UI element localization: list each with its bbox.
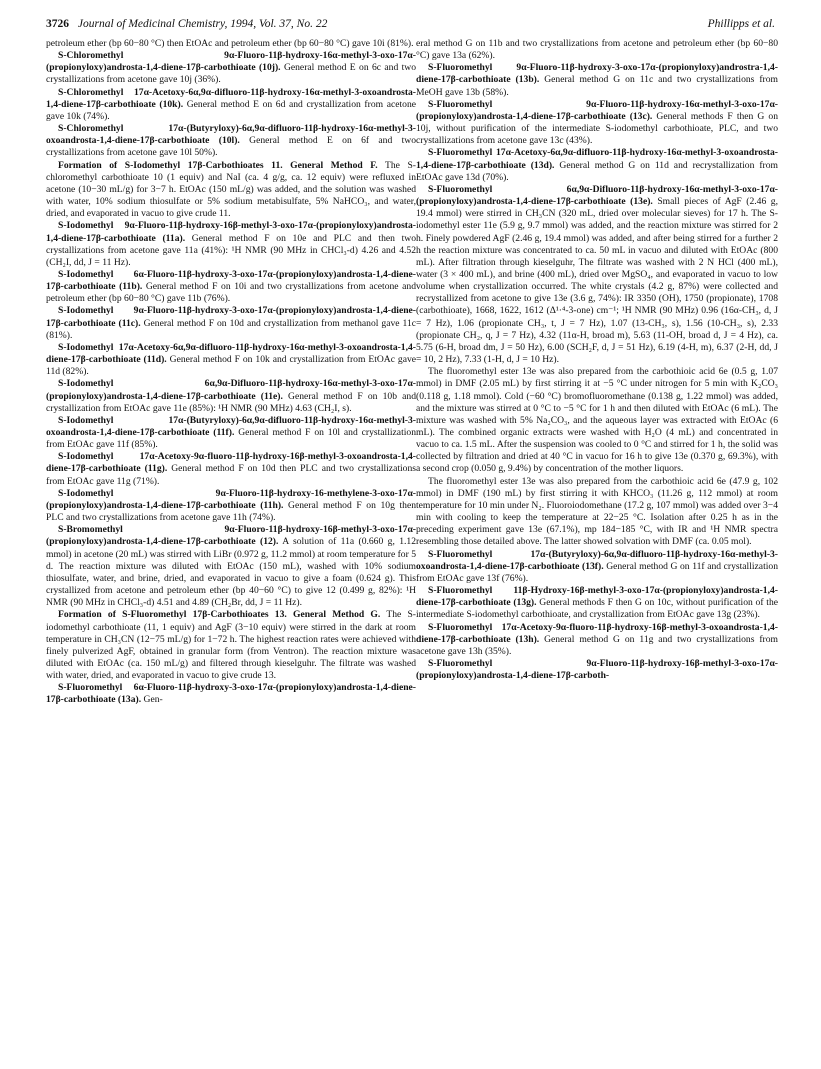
paragraph-body: The S-chloromethyl carbothioate 10 (1 equiv) and NaI (ca. 4 g/g, ca. 12 equiv) were refluxed in acetone (10−30 mL/g) for 3−7 h. EtOAc (150 mL/g) was added, and the solution was washed with water, 10% sodium thiosulfate or 5% sodium metabisulfate, 5% NaHCO₃, and water, dried, and evaporated in vacuo to give crude 11. — [46, 159, 416, 220]
paragraph — [416, 38, 778, 62]
paragraph — [46, 50, 416, 86]
paragraph-title: S-Iodomethyl 9α-Fluoro-11β-hydroxy-3-oxo-17α-(propionyloxy)androsta-1,4-diene-17β-carbothioate (11c). — [46, 305, 416, 329]
paragraph — [46, 305, 416, 341]
paragraph-body: General method E on 6d and crystallization from acetone gave 10k (74%). — [46, 98, 416, 122]
paragraph — [416, 99, 778, 148]
left-column — [46, 38, 416, 707]
paragraph — [46, 378, 416, 414]
paragraph-title: S-Iodomethyl 6α,9α-Difluoro-11β-hydroxy-16α-methyl-3-oxo-17α-(propionyloxy)androsta-1,4-diene-17β-carbothioate (11e). — [46, 378, 416, 402]
paragraph-title: S-Iodomethyl 9α-Fluoro-11β-hydroxy-16β-methyl-3-oxo-17α-(propionyloxy)androsta-1,4-diene-17β-carbothioate (11a). — [46, 220, 416, 244]
paragraph — [46, 87, 416, 123]
paragraph-title: S-Chloromethyl 17α-Acetoxy-6α,9α-difluoro-11β-hydroxy-16α-methyl-3-oxoandrosta-1,4-diene-17β-carbothioate (10k). — [46, 86, 416, 110]
paragraph — [46, 269, 416, 305]
paragraph-title: S-Fluoromethyl 17α-(Butyryloxy)-6α,9α-difluoro-11β-hydroxy-16α-methyl-3-oxoandrosta-1,4-diene-17β-carbothioate (13f). — [416, 548, 778, 572]
paragraph — [46, 38, 416, 50]
paragraph-title: S-Fluoromethyl 11β-Hydroxy-16β-methyl-3-oxo-17α-(propionyloxy)androsta-1,4-diene-17β-carbothioate (13g). — [416, 585, 778, 609]
paragraph — [416, 366, 778, 475]
paragraph-body: General methods F then G on 10c, without purification of the intermediate S-iodomethyl carbothioate, and crystallization from EtOAc gave 13g (23%). — [416, 597, 779, 621]
paragraph — [46, 220, 416, 269]
paragraph-body: General method E on 6c and two crystallizations from acetone gave 10j (36%). — [46, 62, 417, 86]
paragraph-body: General method G on 11d and recrystallization from EtOAc gave 13d (70%). — [416, 159, 778, 183]
paragraph-body: General methods F then G on 10j, without purification of the intermediate S-iodomethyl carbothioate, PLC, and two crystallizations from acetone gave 13c (43%). — [416, 110, 778, 147]
paragraph-body: General method F on 10i and two crystallizations from acetone and petroleum ether (bp 60−80 °C) gave 11b (76%). — [46, 281, 416, 305]
paragraph — [46, 524, 416, 609]
paragraph — [46, 609, 416, 682]
paragraph-title: S-Fluoromethyl 17α-Acetoxy-6α,9α-difluoro-11β-hydroxy-16α-methyl-3-oxoandrosta-1,4-diene-17β-carbothioate (13d). — [416, 147, 778, 171]
paragraph-body: General method F on 10e and PLC and then two crystallizations from acetone gave 11a (41%): ¹H NMR (90 MHz in CHCl₃-d) 4.26 and 4.52 (CH₂I, dd, J = 11 Hz). — [46, 232, 416, 268]
paragraph-body: The fluoromethyl ester 13e was also prepared from the carbothioic acid 6e (0.5 g, 1.07 mmol) in DMF (2.05 mL) by first stirring it at −5 °C under nitrogen for 5 min with K₂CO₃ (0.118 g, 1.18 mmol). Cold (−60 °C) bromofluoromethane (0.138 g, 1.22 mmol) was added, and the mixture was stirred at 0 °C to −5 °C for 1 h and then diluted with EtOAc (6 mL). The mixture was washed with 5% Na₂CO₃, and the aqueous layer was extracted with EtOAc (6 mL). The combined organic extracts were washed with H₂O (4 mL) and concentrated in vacuo to ca. 1.5 mL. After the suspension was cooled to 0 °C and stirred for 1 h, the solid was collected by filtration and dried at 40 °C in vacuo for 16 h to give 13e (0.370 g, 69.3%), with a second crop (0.050 g, 9.4%) by concentration of the mother liquors. — [416, 366, 778, 475]
paragraph-title: S-Fluoromethyl 6α-Fluoro-11β-hydroxy-3-oxo-17α-(propionyloxy)androsta-1,4-diene-17β-carbothioate (13a). — [46, 682, 416, 706]
paragraph-title: Formation of S-Iodomethyl 17β-Carbothioates 11. General Method F. — [58, 159, 378, 171]
paragraph-title: S-Fluoromethyl 9α-Fluoro-11β-hydroxy-16α-methyl-3-oxo-17α-(propionyloxy)androsta-1,4-diene-17β-carbothioate (13c). — [416, 98, 778, 122]
paragraph-title: S-Iodomethyl 17α-(Butyryloxy)-6α,9α-difluoro-11β-hydroxy-16α-methyl-3-oxoandrosta-1,4-diene-17β-carbothioate (11f). — [46, 414, 416, 438]
paragraph — [416, 585, 778, 621]
paragraph-body: petroleum ether (bp 60−80 °C) then EtOAc and petroleum ether (bp 60−80 °C) gave 10i (81%). — [46, 38, 414, 49]
paragraph — [416, 622, 778, 658]
paragraph-title: S-Fluoromethyl 9α-Fluoro-11β-hydroxy-16β-methyl-3-oxo-17α-(propionyloxy)androsta-1,4-diene-17β-carboth- — [416, 657, 778, 682]
paragraph-title: S-Fluoromethyl 9α-Fluoro-11β-hydroxy-3-oxo-17α-(propionyloxy)androstra-1,4-diene-17β-carbothioate (13b). — [416, 62, 778, 86]
paragraph-title: S-Iodomethyl 6α-Fluoro-11β-hydroxy-3-oxo-17α-(propionyloxy)androsta-1,4-diene-17β-carbothioate (11b). — [46, 268, 416, 293]
paragraph — [46, 682, 416, 706]
paragraph-title: S-Iodomethyl 9α-Fluoro-11β-hydroxy-16-methylene-3-oxo-17α-(propionyloxy)androsta-1,4-diene-17β-carbothioate (11h). — [46, 487, 416, 511]
paragraph-body: General method F on 10l and crystallization from EtOAc gave 11f (85%). — [46, 427, 416, 451]
paragraph — [416, 658, 778, 682]
paragraph-body: eral method G on 11b and two crystallizations from acetone and petroleum ether (bp 60−80 °C) gave 13a (62%). — [416, 38, 778, 62]
paragraph — [46, 451, 416, 487]
paragraph-body: General method F on 10d and crystallization from methanol gave 11c (81%). — [46, 317, 416, 341]
paragraph — [416, 184, 778, 366]
paragraph-body: General method G on 11c and two crystallizations from MeOH gave 13b (58%). — [416, 74, 779, 98]
running-authors: Phillipps et al. — [707, 18, 775, 30]
paragraph — [46, 160, 416, 221]
paragraph — [46, 342, 416, 378]
paragraph-title: Formation of S-Fluoromethyl 17β-Carbothioates 13. General Method G. — [58, 609, 381, 621]
paragraph — [416, 147, 778, 183]
paragraph — [416, 62, 778, 98]
paragraph-body: Small pieces of AgF (2.46 g, 19.4 mmol) were stirred in CH₃CN (320 mL, dried over molecular sieves) for 17 h. The S-iodomethyl ester 11e (5.9 g, 9.7 mmol) was added, and the reaction mixture was stirred for 2 h. Finely powdered AgF (2.46 g, 19.4 mmol) was added, and after being stirred for a further 2 h the reaction mixture was concentrated to ca. 50 mL in vacuo and diluted with EtOAc (800 mL). After filtration through kieselguhr, The filtrate was washed with 2 N HCl (400 mL), water (3 × 400 mL), and brine (400 mL), dried over MgSO₄, and evaporated in vacuo to low volume when crystallization occurred. The white crystals (4.2 g, 87%) were collected and recrystallized from acetone to give 13e (3.6 g, 74%): IR 3350 (OH), 1750 (propionate), 1708 (carbothioate), 1668, 1622, 1612 (Δ¹·⁴-3-one) cm⁻¹; ¹H NMR (90 MHz) 0.96 (16α-CH₃, d, J = 7 Hz), 1.06 (propionate CH₃, t, J = 7 Hz), 1.07 (13-CH₃, s), 1.56 (10-CH₃, s), 2.33 (propionate CH₂, q, J = 7 Hz), 4.32 (11α-H, broad m), 5.63 (11-OH, broad d, J = 4 Hz), ca. 5.75 (6-H, broad dm, J = 50 Hz), 6.00 (SCH₂F, d, J = 51 Hz), 6.19 (4-H, m), 6.37 (2-H, dd, J = 10, 2 Hz), 7.33 (1-H, d, J = 10 Hz). — [416, 196, 778, 366]
paragraph-body: General method F on 10g then PLC and two crystallizations from acetone gave 11h (74%). — [46, 499, 417, 524]
paragraph — [46, 415, 416, 451]
paragraph-title: S-Iodomethyl 17α-Acetoxy-6α,9α-difluoro-11β-hydroxy-16α-methyl-3-oxoandrosta-1,4-diene-17β-carbothioate (11d). — [46, 341, 416, 366]
paragraph-body: Gen- — [143, 694, 163, 706]
paragraph-title: S-Iodomethyl 17α-Acetoxy-9α-fluoro-11β-hydroxy-16β-methyl-3-oxoandrosta-1,4-diene-17β-carbothioate (11g). — [46, 451, 416, 475]
paragraph-title: S-Chloromethyl 9α-Fluoro-11β-hydroxy-16α-methyl-3-oxo-17α-(propionyloxy)androsta-1,4-diene-17β-carbothioate (10j). — [46, 50, 416, 74]
paragraph-title: S-Fluoromethyl 17α-Acetoxy-9α-fluoro-11β-hydroxy-16β-methyl-3-oxoandrosta-1,4-diene-17β-carbothioate (13h). — [416, 621, 778, 645]
paragraph-body: General method G on 11g and two crystallizations from acetone gave 13h (35%). — [416, 633, 778, 657]
paragraph-body: General method G on 11f and crystallization from EtOAc gave 13f (76%). — [416, 560, 778, 584]
paragraph-body: The fluoromethyl ester 13e was also prepared from the carbothioic acid 6e (47.9 g, 102 mmol) in DMF (190 mL) by first stirring it with KHCO₃ (11.26 g, 112 mmol) at room temperature for 10 min under N₂. Fluoroiodomethane (17.2 g, 107 mmol) was added over 3−4 min with cooling to keep the temperature at 22−25 °C. Isolation after 0.25 h as in the preceding experiment gave 13e (67.1%), mp 184−185 °C, with IR and ¹H NMR spectra resembling those detailed above. The latter showed solvation with DMF (ca. 0.05 mol). — [416, 475, 778, 548]
paragraph-body: The S-iodomethyl carbothioate (11, 1 equiv) and AgF (3−10 equiv) were stirred in the dark at room temperature in CH₃CN (12−75 mL/g) for 1−72 h. The highest reaction rates were achieved with finely pulverized AgF, obtained in granular form (from Ventron). The reaction mixture was diluted with EtOAc (ca. 150 mL/g) and filtered through kieselguhr. The filtrate was washed with water, dried, and evaporated in vacuo to give crude 13. — [46, 609, 416, 682]
paragraph-title: S-Bromomethyl 9α-Fluoro-11β-hydroxy-16β-methyl-3-oxo-17α-(propionyloxy)androsta-1,4-diene-17β-carbothioate (12). — [46, 524, 416, 548]
paragraph-body: General method E on 6f and two crystallizations from acetone gave 10l 50%). — [46, 135, 416, 159]
paragraph-title: S-Fluoromethyl 6α,9α-Difluoro-11β-hydroxy-16α-methyl-3-oxo-17α-(propionyloxy)androsta-1,4-diene-17β-carbothioate (13e). — [416, 183, 778, 208]
running-header — [46, 16, 775, 32]
paragraph — [46, 488, 416, 524]
journal-citation: Journal of Medicinal Chemistry, 1994, Vol. 37, No. 22 — [77, 18, 328, 30]
page-number: 3726 — [46, 18, 69, 30]
paragraph-body: General method F on 10k and crystallization from EtOAc gave 11d (82%). — [46, 354, 417, 378]
paragraph — [46, 123, 416, 159]
paragraph-body: General method F on 10d then PLC and two crystallizations from EtOAc gave 11g (71%). — [46, 463, 416, 487]
paragraph — [416, 549, 778, 585]
paragraph-title: S-Chloromethyl 17α-(Butyryloxy)-6α,9α-difluoro-11β-hydroxy-16α-methyl-3-oxoandrosta-1,4-diene-17β-carbothioate (10l). — [46, 123, 416, 147]
paragraph-body: General method F on 10b and crystallization from EtOAc gave 11e (85%): ¹H NMR (90 MHz) 4.63 (CH₂I, s). — [46, 390, 416, 414]
right-column — [416, 38, 778, 682]
paragraph — [416, 476, 778, 549]
paragraph-body: A solution of 11a (0.660 g, 1.12 mmol) in acetone (20 mL) was stirred with LiBr (0.972 g, 11.2 mmol) at room temperature for 5 d. The reaction mixture was diluted with EtOAc (150 mL), washed with 10% sodium thiosulfate, water, and brine, dried, and evaporated in vacuo to give a foam (0.624 g). This crystallized from acetone and petroleum ether (bp 40−60 °C) to give 12 (0.499 g, 82%): ¹H NMR (90 MHz in CHCl₃-d) 4.51 and 4.89 (CH₂Br, dd, J = 11 Hz). — [46, 536, 416, 609]
